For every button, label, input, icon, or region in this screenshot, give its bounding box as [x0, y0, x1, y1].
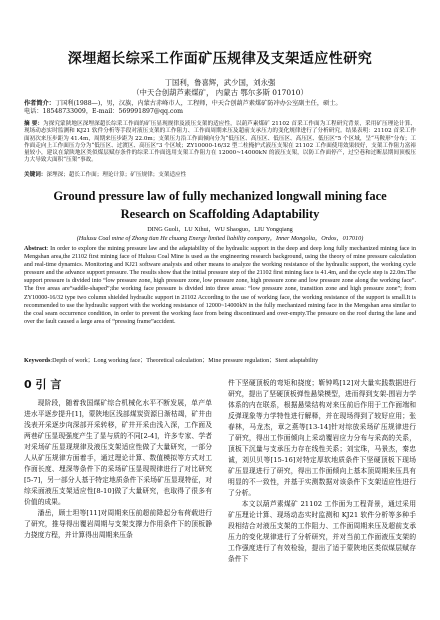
- paper-title-en-line2: Research on Scaffolding Adaptability: [120, 207, 320, 221]
- author-intro: [24, 100, 416, 116]
- abstract-cn-label: 摘 要：: [24, 121, 44, 127]
- paper-title-en-line1: Ground pressure law of fully mechanized longwall mining face: [53, 189, 387, 203]
- right-paragraph-2: 本文以葫芦素煤矿 21102 工作面为工程背景，通过采用矿压理论计算、现场动态实时监测和 KJ21 软件分析等多种手段相结合对液压支架的工作阻力、工作面周期来压及超前支承压力的变化规律进行了分析研究，并对当前工作面液压支架的工作强度进行了有效检验，提出了适于蒙陕地区类似煤层赋存条件下: [228, 500, 416, 563]
- section-heading-intro: 0 引 言: [24, 378, 62, 391]
- keywords-cn-text: 深埋深；超长工作面；理论计算；矿压规律；支架适应性: [46, 172, 187, 178]
- left-paragraph-2: 潘岳，顾士坦等[11]对周期来压前超前降起分布荷载进行了研究，推导得出覆岩周期与支架支撑力作用条件下的顶板静力挠度方程，并计算得出周期来压条: [24, 509, 212, 539]
- abstract-cn-text: 为探究蒙陕地区深埋深超长综采工作面的矿压显现规律及液压支架的适应性，以葫芦素煤矿 21102 首采工作面为工程研究背景，采用矿压理论计算、现场动态实时监测和 KJ21 软件分析等手段对液压支架的工作阻力、工作面周期来压及超前支承压力的变化规律进行了分析研究。结果表明：21102 首采工作面初次来压步距为 41.4m，周期来压步距为 22.0m；支架压力沿工作面倾向分为“低压区、高压区、低压区、高压区、低压区”5 个区域，呈“马鞍形”分布；工作面走向上工作面压力分为“低压区、过渡区、高压区”3 个区域；ZY10000-16/32 型二柱掩护式液压支架在 21102 工作面使用效果较好，支架工作阻力富裕量较小，建议在蒙陕地区类似煤层赋存条件的综采工作面选用支架工作阻力在 12000~14000kN 的液压支架，以防工作面停产，过空巷和过断层期间顶板压力大导致大面积“压架”事故。: [24, 121, 417, 164]
- right-paragraph-1: 件下坚硬顶板的弯矩和挠度；靳钟鸣[12]对大量实践数据进行研究，提出了坚硬顶板弹性悬梁模型，进而得到支架-围岩力学体系的内在联系，根据悬梁结构对来压前后作用于工作面端和反弹现象等力学特性进行解释，并在现场得到了较好应用；张春林，马龙杰，章之燕等[13-14]针对综放采场矿压规律进行了研究，得出工作面倾向上采动覆岩应力分布与采高的关系，顶板下沉量与支承压力存在线性关系；刘宝珠，马景杰，秦忠诚，刘贝贝等[15-16]对特定厚软地质条件下坚硬顶板下现场矿压显现进行了研究，得出工作面倾向上基本顶周期来压具有明显的不一致性，并基于实测数据对该条件下支架适应性进行了分析。: [228, 379, 416, 497]
- right-column: [228, 378, 416, 565]
- affiliation-en: (Hulusu Coal mine of Zhong tian He chuang Energy limited liability company，Inner Mongolia，Ordos，017010): [76, 235, 364, 242]
- paper-title-cn: 深埋超长综采工作面矿压规律及支架适应性研究: [67, 51, 373, 67]
- abstract-en-label: Abstract: [24, 246, 47, 252]
- author-intro-text: 丁国利(1988—)，男，汉族，内蒙古赤峰市人，工程师，中天合创葫芦素煤矿防冲办公室副主任，硕士。: [54, 100, 342, 107]
- keywords-cn-label: 关键词：: [24, 172, 47, 178]
- authors-cn: 丁国利，鲁喜辉，武少国，刘永强: [164, 78, 276, 87]
- author-intro-label: 作者简介：: [24, 100, 55, 107]
- keywords-en-label: Keywords: [24, 358, 51, 364]
- keywords-en-text: :Depth of work；Long working face；Theoretical calculation；Mine pressure regulation；Stent adaptability: [50, 358, 319, 364]
- left-column: [24, 378, 212, 541]
- author-contact: 电话：18548733009，E-mail：569991897@qq.com: [24, 108, 184, 115]
- authors-en: DING Guoli，LU Xihui，WU Shaoguo，LIU Yongqiang: [147, 226, 293, 233]
- affiliation-cn: （中天合创葫芦素煤矿， 内蒙古 鄂尔多斯 017010）: [132, 88, 308, 97]
- keywords-en: [24, 357, 416, 365]
- abstract-en-text: : In order to explore the mining pressure law and the adaptability of the hydraulic support in the deep and deep long fully mechanized mining face in Mengshan area,the 21102 first mining face of Hulusu Coal Mine is used as the engineering research background, using the theory of mine pressure calculation and real-time dynamics. Monitoring and KJ21 software analysis and other means to analyze the working resistance of the hydraulic support, the working cycle pressure and the advance support pressure. The results show that the initial pressure step of the 21102 first mining face is 41.4m, and the cycle step is 22.0m.The support pressure is divided into “low pressure zone, high pressure zone, low pressure zone, high pressure zone and low pressure zone along the working face”. The five areas are“saddle-shaped”;the working face pressure is divided into three areas: “low pressure zone, transition zone and high pressure zone”; from ZY10000-16/32 type two column shielded hydraulic support in 21102 According to the use of working face, the working resistance of the support is small.It is recommended to use the hydraulic support with the working resistance of 12000~14000kN in the fully mechanized mining face in the Mengshan area similar to the coal seam occurrence condition, in order to prevent the working face from being discontinued and over-empty.The pressure on the roof during the lane and over the fault caused a large area of “pressing frame”accident.: [24, 246, 416, 325]
- keywords-cn: [24, 172, 416, 179]
- left-paragraph-1: 现阶段，随着我国煤矿综合机械化水平不断发展，单产单进水平逐步提升[1]，蒙陕地区浅部煤炭资源日渐枯竭，矿井由浅表开采逐步向深部开采转移，矿井开采由浅入深，工作面及两巷矿压显现强度产生了显与质的不同[2-4]，许多专家、学者对采场矿压显现规律及液压支架适应性做了大量研究，一部分人从矿压规律方面着手，通过理论计算、数值模拟等方式对工作面长度、埋深等条件下的采场矿压显现规律进行了对比研究[5-7]，另一部分人基于特定地质条件下采场矿压显现特征，对综采面液压支架适应性[8-10]做了大量研究，也取得了很多有价值的成果。: [24, 399, 212, 506]
- abstract-en: [24, 245, 416, 326]
- abstract-cn: [24, 121, 416, 165]
